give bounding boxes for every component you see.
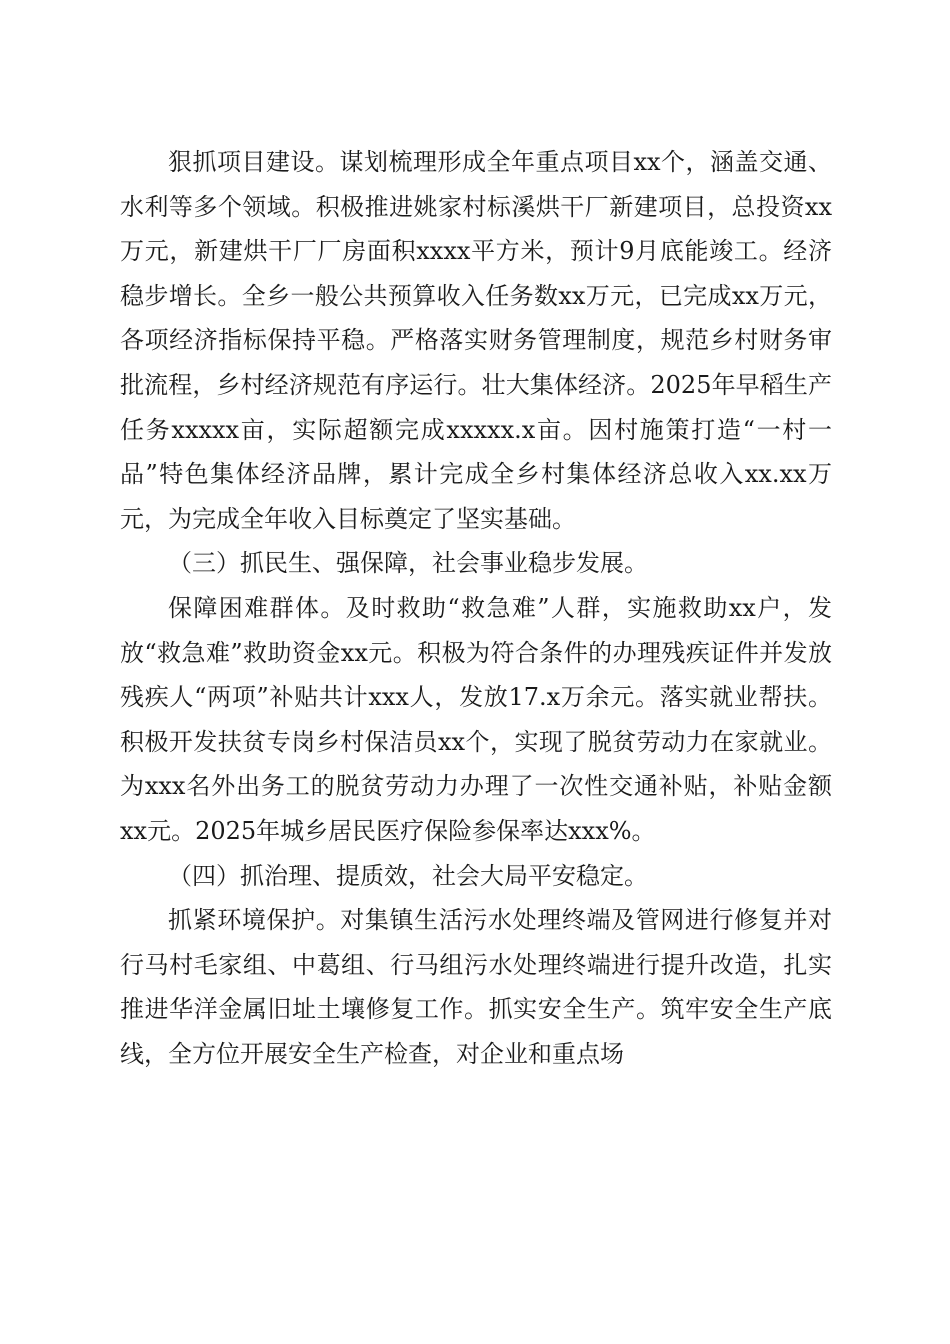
section-heading-4: （四）抓治理、提质效，社会大局平安稳定。: [168, 861, 648, 890]
paragraph-livelihood: 保障困难群体。及时救助“救急难”人群，实施救助xx户，发放“救急难”救助资金xx元。积极为符合条件的办理残疾证件并发放残疾人“两项”补贴共计xxx人，发放17.x万余元。落实就业帮扶。积极开发扶贫专岗乡村保洁员xx个，实现了脱贫劳动力在家就业。为xxx名外出务工的脱贫劳动力办理了一次性交通补贴，补贴金额xx元。2025年城乡居民医疗保险参保率达xxx%。: [120, 593, 832, 845]
paragraph-project-construction: 狠抓项目建设。谋划梳理形成全年重点项目xx个，涵盖交通、水利等多个领域。积极推进姚家村标溪烘干厂新建项目，总投资xx万元，新建烘干厂厂房面积xxxx平方米，预计9月底能竣工。经济稳步增长。全乡一般公共预算收入任务数xx万元，已完成xx万元，各项经济指标保持平稳。严格落实财务管理制度，规范乡村财务审批流程，乡村经济规范有序运行。壮大集体经济。2025年早稻生产任务xxxxx亩，实际超额完成xxxxx.x亩。因村施策打造“一村一品”特色集体经济品牌，累计完成全乡村集体经济总收入xx.xx万元，为完成全年收入目标奠定了坚实基础。: [120, 148, 832, 533]
section-heading-3: （三）抓民生、强保障，社会事业稳步发展。: [168, 549, 648, 578]
paragraph-governance: 抓紧环境保护。对集镇生活污水处理终端及管网进行修复并对行马村毛家组、中葛组、行马组污水处理终端进行提升改造，扎实推进华洋金属旧址土壤修复工作。抓实安全生产。筑牢安全生产底线，全方位开展安全生产检查，对企业和重点场: [120, 906, 832, 1068]
document-body: [120, 140, 832, 1076]
